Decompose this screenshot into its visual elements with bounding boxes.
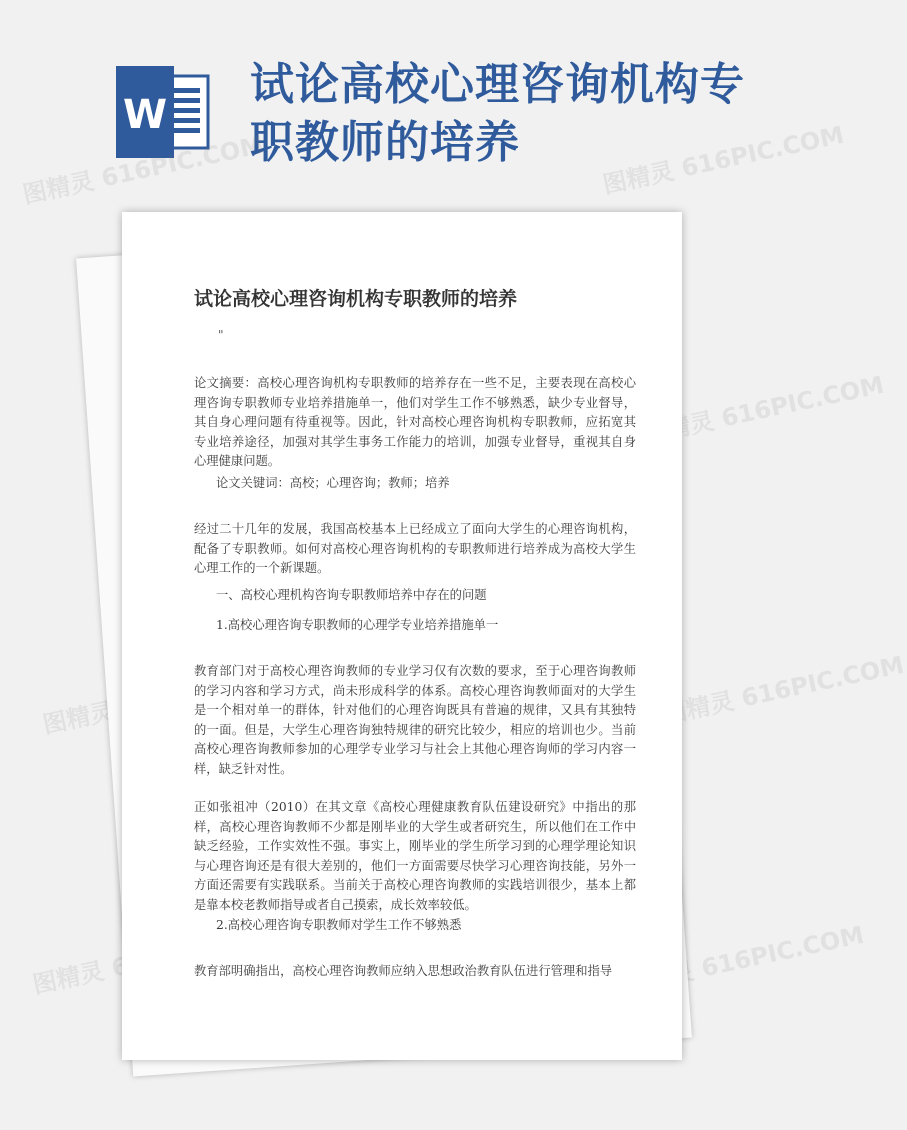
keywords-line: 论文关键词：高校；心理咨询；教师；培养 — [216, 476, 450, 490]
watermark: 图精灵 616PIC.COM — [640, 370, 887, 450]
subsection-heading: 2.高校心理咨询专职教师对学生工作不够熟悉 — [216, 918, 462, 932]
watermark: 图精灵 616PIC.COM — [620, 920, 867, 1000]
watermark: 图精灵 616PIC.COM — [20, 130, 267, 210]
watermark: 图精灵 — [30, 956, 107, 1000]
body-paragraph: 教育部明确指出，高校心理咨询教师应纳入思想政治教育队伍进行管理和指导 — [194, 964, 613, 978]
page-header — [0, 0, 800, 200]
intro-paragraph: 经过二十几年的发展，我国高校基本上已经成立了面向大学生的心理咨询机构，配备了专职教师。如何对高校心理咨询机构的专职教师进行培养成为高校大学生心理工作的一个新课题。 — [194, 522, 636, 576]
watermark: 图精灵 616PIC.COM — [660, 650, 907, 730]
abstract-paragraph: 论文摘要：高校心理咨询机构专职教师的培养存在一些不足，主要表现在高校心理咨询专职教师专业培养措施单一，他们对学生工作不够熟悉，缺少专业督导，其自身心理问题有待重视等。因此，针对高校心理咨询机构专职教师，应拓宽其专业培养途径，加强对其学生事务工作能力的培训，加强专业督导，重视其自身心理健康问题。 — [194, 376, 636, 469]
body-paragraph: 教育部门对于高校心理咨询教师的专业学习仅有次数的要求，至于心理咨询教师的学习内容和学习方式，尚未形成科学的体系。高校心理咨询教师面对的大学生是一个相对单一的群体，针对他们的心理咨询既具有普遍的规律，又具有其独特的一面。但是，大学生心理咨询独特规律的研究比较少，相应的培训也少。当前高校心理咨询教师参加的心理学专业学习与社会上其他心理咨询师的学习内容一样，缺乏针对性。 — [194, 664, 636, 776]
word-icon-letter: W — [122, 92, 168, 138]
subsection-heading: 1.高校心理咨询专职教师的心理学专业培养措施单一 — [216, 618, 499, 632]
body-paragraph: 正如张祖冲（2010）在其文章《高校心理健康教育队伍建设研究》中指出的那样，高校心理咨询教师不少都是刚毕业的大学生或者研究生，所以他们在工作中缺乏经验，工作实效性不强。事实上，刚毕业的学生所学习到的心理学理论知识与心理咨询还是有很大差别的，他们一方面需要尽快学习心理咨询技能，另外一方面还需要有实践联系。当前关于高校心理咨询教师的实践培训很少，基本上都是靠本校老教师指导或者自己摸索，成长效率较低。 — [194, 800, 636, 912]
document-title: 试论高校心理咨询机构专职教师的培养 — [194, 288, 518, 310]
header-title: 试论高校心理咨询机构专职教师的培养 — [250, 59, 745, 168]
watermark: 图精灵 616PIC.COM — [600, 120, 847, 200]
quote-mark: " — [218, 328, 224, 342]
section-heading: 一、高校心理机构咨询专职教师培养中存在的问题 — [216, 588, 487, 602]
document-page — [122, 212, 682, 1060]
watermark: 图精灵 — [40, 696, 117, 740]
word-document-icon — [112, 66, 216, 158]
